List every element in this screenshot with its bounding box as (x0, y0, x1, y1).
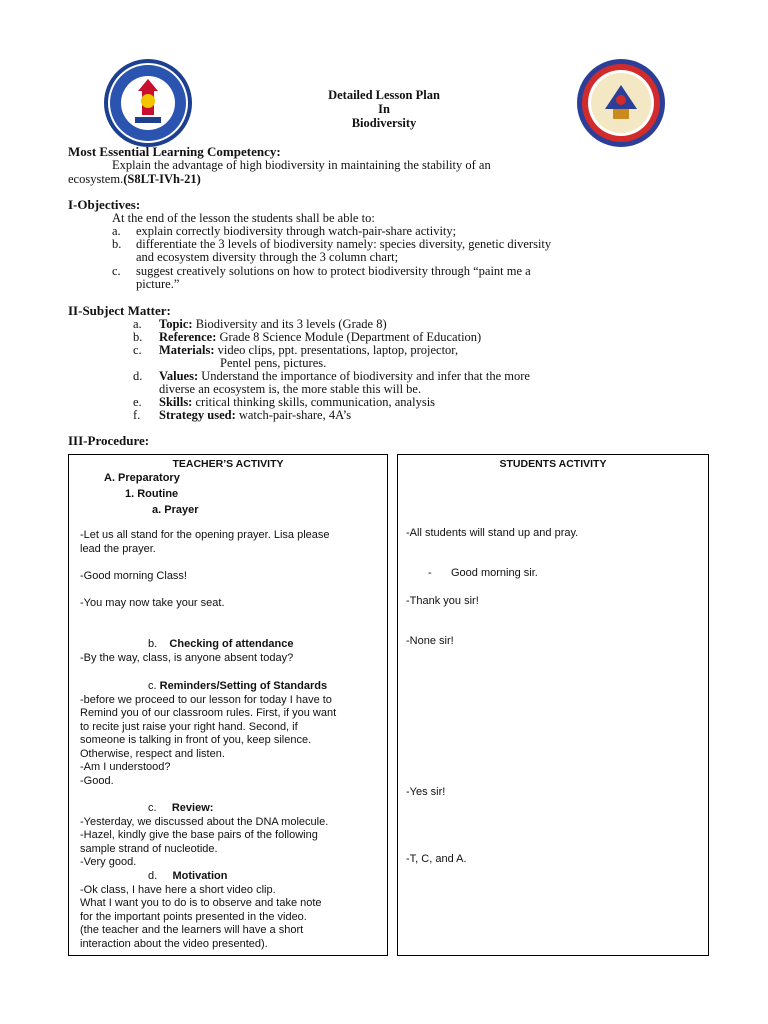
objectives-intro: At the end of the lesson the students shall be able to: (112, 211, 375, 225)
subject-item-label: Values: (159, 369, 199, 383)
competency-text: Explain the advantage of high biodiversity in maintaining the stability of an (112, 158, 491, 172)
attendance-letter: b. (148, 638, 158, 650)
subject-item-text: watch-pair-share, 4A’s (238, 408, 352, 422)
subject-item-text: Grade 8 Science Module (Department of Education) (219, 330, 482, 344)
student-none-absent: -None sir! (406, 635, 454, 647)
reminders-line: -Am I understood? (80, 761, 171, 773)
subject-item-cont: Pentel pens, pictures. (220, 356, 327, 370)
subject-item-letter: f. (133, 408, 141, 422)
procedure-heading: III-Procedure: (68, 433, 150, 448)
objective-item-cont: picture.” (136, 277, 180, 291)
subject-item (133, 408, 351, 423)
attendance-title: Checking of attendance (169, 638, 294, 650)
teacher-activity-header: TEACHER’S ACTIVITY (172, 458, 284, 470)
subject-item-text: Understand the importance of biodiversity and infer that the more (201, 369, 530, 383)
review-letter: c. (148, 802, 157, 814)
student-yes: -Yes sir! (406, 786, 446, 798)
review-heading (148, 802, 213, 816)
motivation-title: Motivation (172, 870, 228, 882)
student-greet-dash: - (428, 567, 432, 579)
objectives-heading: I-Objectives: (68, 197, 141, 212)
subject-item-letter: b. (133, 330, 143, 344)
review-line: -Hazel, kindly give the base pairs of the following (80, 829, 318, 841)
subject-item-label: Materials: (159, 343, 215, 357)
motivation-line: What I want you to do is to observe and take note (80, 897, 322, 909)
objective-item-cont: and ecosystem diversity through the 3 column chart; (136, 250, 399, 264)
motivation-letter: d. (148, 870, 158, 882)
motivation-line: (the teacher and the learners will have a short (80, 924, 304, 936)
student-bases-answer: -T, C, and A. (406, 853, 467, 865)
reminders-line: someone is talking in front of you, keep silence. (80, 734, 312, 746)
subject-item-letter: c. (133, 343, 142, 357)
teacher-greeting: -Good morning Class! (80, 570, 187, 582)
review-title: Review: (171, 802, 214, 814)
preparatory-heading: A. Preparatory (104, 472, 180, 484)
review-line: -Very good. (80, 856, 137, 868)
subject-item-label: Strategy used: (159, 408, 236, 422)
document-title-in: In (378, 102, 390, 116)
routine-heading: 1. Routine (125, 488, 179, 500)
motivation-line: for the important points presented in the video. (80, 911, 307, 923)
competency-heading: Most Essential Learning Competency: (68, 144, 281, 159)
objective-letter: a. (112, 224, 121, 238)
subject-item-letter: d. (133, 369, 143, 383)
subject-item-letter: e. (133, 395, 142, 409)
student-thanks: -Thank you sir! (406, 595, 479, 607)
objective-letter: b. (112, 237, 122, 251)
objective-letter: c. (112, 264, 121, 278)
prayer-instruction-cont: lead the prayer. (80, 543, 156, 555)
attendance-question: -By the way, class, is anyone absent today? (80, 652, 294, 664)
subject-item-label: Topic: (159, 317, 193, 331)
document-subject: Biodiversity (351, 116, 417, 130)
competency-code: (S8LT-IVh-21) (123, 172, 201, 186)
subject-item-cont: diverse an ecosystem is, the more stable this will be. (159, 382, 422, 396)
prayer-instruction: -Let us all stand for the opening prayer. Lisa please (80, 529, 330, 541)
reminders-line: Remind you of our classroom rules. First, if you want (80, 707, 337, 719)
subject-item-text: Biodiversity and its 3 levels (Grade 8) (195, 317, 387, 331)
subject-item-text: video clips, ppt. presentations, laptop, projector, (217, 343, 459, 357)
subject-item-letter: a. (133, 317, 142, 331)
prayer-heading: a. Prayer (152, 504, 199, 516)
subject-item-label: Skills: (159, 395, 193, 409)
reminders-heading (148, 680, 327, 694)
review-line: sample strand of nucleotide. (80, 843, 218, 855)
subject-item-text: critical thinking skills, communication, analysis (195, 395, 436, 409)
objective-item: suggest creatively solutions on how to protect biodiversity through “paint me a (136, 264, 531, 278)
motivation-heading (148, 870, 227, 884)
review-line: -Yesterday, we discussed about the DNA molecule. (80, 816, 329, 828)
reminders-title: Reminders/Setting of Standards (159, 680, 328, 692)
subject-item-label: Reference: (159, 330, 217, 344)
reminders-letter: c. (148, 680, 157, 692)
reminders-line: -before we proceed to our lesson for today I have to (80, 694, 332, 706)
teacher-seat: -You may now take your seat. (80, 597, 225, 609)
attendance-heading (148, 638, 294, 652)
objective-item: explain correctly biodiversity through watch-pair-share activity; (136, 224, 457, 238)
motivation-line: interaction about the video presented). (80, 938, 268, 950)
student-greeting: Good morning sir. (451, 567, 538, 579)
student-pray: -All students will stand up and pray. (406, 527, 579, 539)
students-activity-header: STUDENTS ACTIVITY (499, 458, 607, 470)
objective-item: differentiate the 3 levels of biodiversity namely: species diversity, genetic diversity (136, 237, 552, 251)
reminders-line: to recite just raise your right hand. Second, if (80, 721, 298, 733)
motivation-line: -Ok class, I have here a short video clip. (80, 884, 276, 896)
competency-text-end: ecosystem. (68, 172, 124, 186)
document-title: Detailed Lesson Plan (328, 88, 440, 102)
reminders-line: Otherwise, respect and listen. (80, 748, 225, 760)
subject-matter-heading: II-Subject Matter: (68, 303, 171, 318)
competency-text-cont (68, 172, 201, 187)
reminders-line: -Good. (80, 775, 114, 787)
